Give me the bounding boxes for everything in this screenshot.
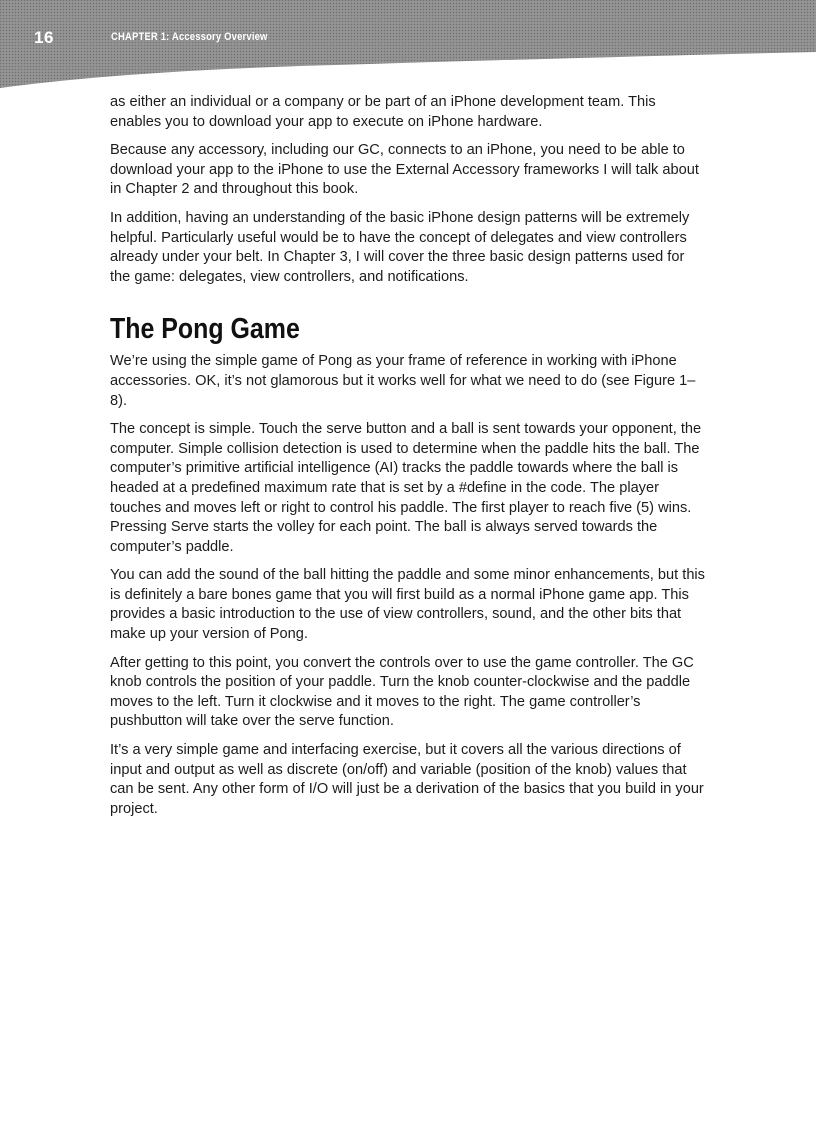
paragraph: We’re using the simple game of Pong as your frame of reference in working with iPhone accessories. OK, it’s not glamorous but it works well for what we need to do (see Figure 1–8). [110, 353, 696, 409]
running-head: CHAPTER 1: Accessory Overview [111, 31, 268, 43]
page-number: 16 [34, 28, 54, 47]
paragraph: It’s a very simple game and interfacing exercise, but it covers all the various directions of input and output as well as discrete (on/off) and variable (position of the knob) values that can be sent. Any other form of I/O will just be a derivation of the basics that you build in your project. [110, 742, 704, 817]
paragraph: In addition, having an understanding of the basic iPhone design patterns will be extremely helpful. Particularly useful would be to have the concept of delegates and view controllers already under your belt. In Chapter 3, I will cover the three basic design patterns used for the game: delegates, view controllers, and notifications. [110, 209, 690, 285]
paragraph: You can add the sound of the ball hitting the paddle and some minor enhancements, but this is definitely a bare bones game that you will first build as a normal iPhone game app. This provides a basic introduction to the use of view controllers, sound, and the other bits that make up your version of Pong. [110, 567, 705, 643]
paragraph: After getting to this point, you convert the controls over to use the game controller. The GC knob controls the position of your paddle. Turn the knob counter-clockwise and the paddle moves to the left. Turn it clockwise and it moves to the right. The game controller’s pushbutton will take over the serve function. [110, 654, 694, 730]
paragraph: The concept is simple. Touch the serve button and a ball is sent towards your opponent, the computer. Simple collision detection is used to determine when the paddle hits the ball. The computer’s primitive artificial intelligence (AI) tracks the paddle towards where the ball is headed at a predefined maximum rate that is set by a #define in the code. The player touches and moves left or right to control his paddle. The first player to reach five (5) wins. Pressing Serve starts the volley for each point. The ball is always served towards the computer’s paddle. [110, 421, 702, 555]
chapter-header-band [0, 0, 816, 92]
section-heading: The Pong Game [110, 313, 300, 346]
paragraph: as either an individual or a company or be part of an iPhone development team. This enables you to download your app to execute on iPhone hardware. [110, 94, 656, 130]
page-body [110, 93, 708, 828]
header-band-shape [0, 0, 816, 92]
paragraph: Because any accessory, including our GC, connects to an iPhone, you need to be able to download your app to the iPhone to use the External Accessory frameworks I will talk about in Chapter 2 and throughout this book. [110, 142, 699, 198]
